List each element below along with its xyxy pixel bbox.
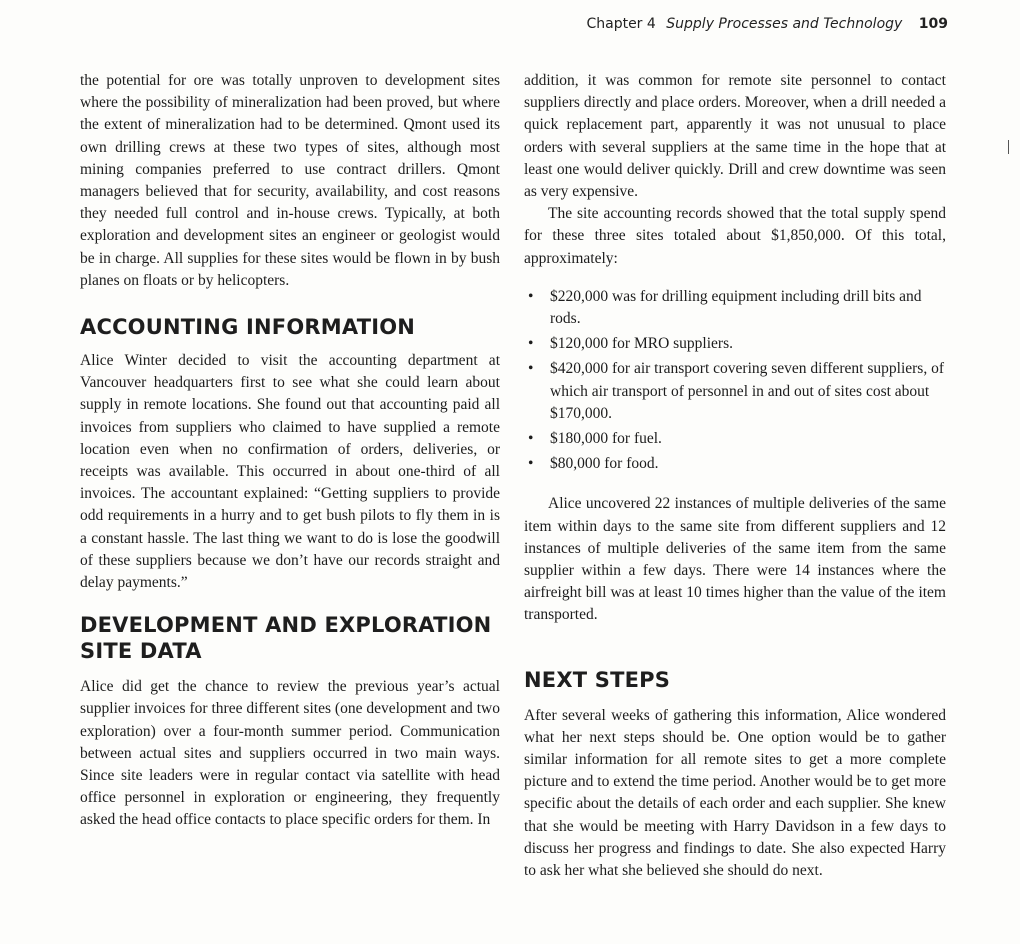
development-heading-line1: DEVELOPMENT AND EXPLORATION	[80, 613, 492, 638]
bullet-icon: •	[528, 360, 534, 378]
next-steps-paragraph: After several weeks of gathering this information, Alice wondered what her next steps should be. One option would be to gather similar information for all remote sites to get a more complete picture and to extend the time period. Another would be to get more specific about the details of each order and each supplier. She knew that she would be meeting with Harry Davidson in a few days to discuss her progress and findings to date. She also expected Harry to ask her what she believed she should do next.	[524, 706, 946, 880]
list-item-text: $120,000 for MRO suppliers.	[550, 335, 733, 353]
development-paragraph: Alice did get the chance to review the previous year’s actual supplier invoices for three different sites (one development and two exploration) over a four-month summer period. Communication between actual sites and suppliers occurred in two main ways. Since site leaders were in regular contact via satellite with head office personnel in exploration or engineering, they frequently asked the head office contacts to place specific orders for them. In	[80, 678, 500, 829]
bullet-icon: •	[528, 455, 534, 473]
list-item	[524, 358, 946, 425]
chapter-title: Supply Processes and Technology	[666, 16, 903, 32]
list-item	[524, 333, 946, 355]
bullet-icon: •	[528, 430, 534, 448]
development-exploration-heading	[80, 612, 500, 664]
development-heading-line2: SITE DATA	[80, 639, 202, 664]
list-item-text: $420,000 for air transport covering seven different suppliers, of which air transport of personnel in and out of sites cost about $170,000.	[550, 360, 944, 422]
running-header	[586, 16, 948, 32]
list-item-text: $180,000 for fuel.	[550, 430, 662, 448]
opening-paragraph: the potential for ore was totally unproven to development sites where the possibility of mineralization had been proved, but where the extent of mineralization had to be determined. Qmont used its own drilling crews at these two types of sites, although most mining companies preferred to use contract drillers. Qmont managers believed that for security, availability, and cost reasons they needed full control and in-house crews. Typically, at both exploration and development sites an engineer or geologist would be in charge. All supplies for these sites would be flown in by bush planes on floats or by helicopters.	[80, 72, 500, 289]
records-paragraph: The site accounting records showed that the total supply spend for these three sites totaled about $1,850,000. Of this total, approximately:	[524, 205, 946, 267]
page-number: 109	[918, 16, 948, 32]
bullet-icon: •	[528, 335, 534, 353]
list-item	[524, 286, 946, 330]
list-item-text: $220,000 was for drilling equipment including drill bits and rods.	[550, 287, 922, 328]
bullet-icon: •	[528, 287, 534, 305]
list-item	[524, 453, 946, 475]
list-item	[524, 428, 946, 450]
right-column	[524, 70, 946, 882]
scan-mark	[1008, 140, 1009, 154]
left-column	[80, 70, 500, 832]
accounting-information-heading: ACCOUNTING INFORMATION	[80, 315, 416, 340]
accounting-paragraph: Alice Winter decided to visit the accounting department at Vancouver headquarters first to see what she could learn about supply in remote locations. She found out that accounting paid all invoices from suppliers who claimed to have supplied a remote location even when no confirmation of orders, deliveries, or receipts was available. This occurred in about one-third of all invoices. The accountant explained: “Getting suppliers to provide odd requirements in a hurry and to get bush pilots to fly them in is a constant hassle. The last thing we want to do is lose the goodwill of these suppliers because we don’t have our records straight and delay payments.”	[80, 352, 500, 592]
continuation-paragraph: addition, it was common for remote site personnel to contact suppliers directly and place orders. Moreover, when a drill needed a quick replacement part, apparently it was not unusual to place orders with several suppliers at the same time in the hope that at least one would deliver quickly. Drill and crew downtime was seen as very expensive.	[524, 72, 946, 201]
next-steps-heading: NEXT STEPS	[524, 667, 671, 692]
findings-paragraph: Alice uncovered 22 instances of multiple deliveries of the same item within days to the same site from different suppliers and 12 instances of multiple deliveries of the same item from the same supplier within a few days. There were 14 instances where the airfreight bill was at least 10 times higher than the value of the item transported.	[524, 495, 946, 624]
chapter-label: Chapter 4	[586, 16, 656, 32]
spend-breakdown-list	[524, 286, 946, 476]
list-item-text: $80,000 for food.	[550, 455, 659, 473]
